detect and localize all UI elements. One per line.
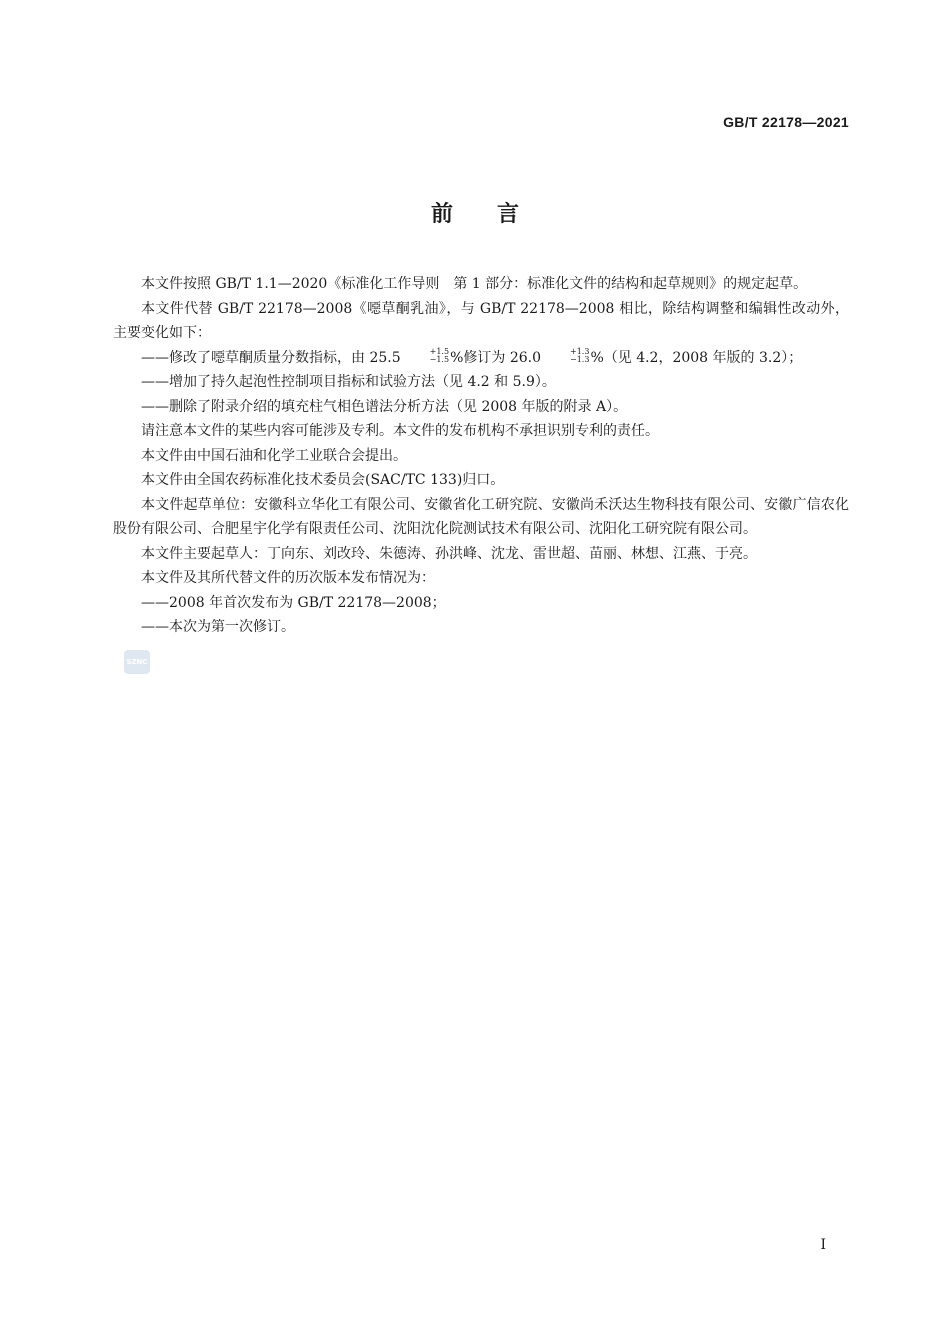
paragraph-proposer: 本文件由中国石油和化学工业联合会提出。: [141, 447, 407, 464]
paragraph-drafting-units: 本文件起草单位：安徽科立华化工有限公司、安徽省化工研究院、安徽尚禾沃达生物科技有限公司、安徽广信农化股份有限公司、合肥星宇化学有限责任公司、沈阳沈化院测试技术有限公司、沈阳化工研究院有限公司。: [113, 496, 849, 537]
document-code: GB/T 22178—2021: [723, 114, 849, 130]
paragraph-history: 本文件及其所代替文件的历次版本发布情况为：: [141, 570, 435, 586]
page-title: [0, 197, 950, 228]
document-body: [113, 272, 849, 640]
watermark-logo-icon: SZNC: [124, 650, 150, 674]
paragraph-patent-notice: 请注意本文件的某些内容可能涉及专利。本文件的发布机构不承担识别专利的责任。: [141, 423, 659, 439]
change-item-foaming: ——增加了持久起泡性控制项目指标和试验方法（见 4.2 和 5.9）。: [141, 374, 556, 390]
page-number: I: [820, 1237, 826, 1253]
paragraph-replacement: 本文件代替 GB/T 22178—2008《噁草酮乳油》，与 GB/T 22178—2008 相比，除结构调整和编辑性改动外，主要变化如下：: [113, 300, 849, 341]
change-item-content: [113, 346, 849, 371]
paragraph-drafters: 本文件主要起草人：丁向东、刘改玲、朱德涛、孙洪峰、沈龙、雷世超、苗丽、林想、江燕、于亮。: [141, 545, 757, 562]
history-item-2008: ——2008 年首次发布为 GB/T 22178—2008；: [141, 594, 446, 611]
change-item-text: ——修改了噁草酮质量分数指标，由 25.5: [141, 349, 401, 366]
title-char-right: 言: [497, 202, 520, 227]
paragraph-drafting-basis: 本文件按照 GB/T 1.1—2020《标准化工作导则 第 1 部分：标准化文件的结构和起草规则》的规定起草。: [141, 276, 808, 292]
history-item-current: ——本次为第一次修订。: [141, 619, 295, 635]
change-item-text: %（见 4.2，2008 年版的 3.2）；: [590, 349, 803, 366]
change-item-text: %修订为 26.0: [450, 349, 541, 366]
change-item-appendix: ——删除了附录介绍的填充柱气相色谱法分析方法（见 2008 年版的附录 A）。: [141, 398, 628, 415]
tolerance-2: +1.3 −1.3: [570, 346, 590, 364]
title-char-left: 前: [430, 202, 453, 227]
tolerance-1: +1.5 −1.5: [429, 346, 450, 364]
paragraph-committee: 本文件由全国农药标准化技术委员会(SAC/TC 133)归口。: [141, 472, 505, 488]
